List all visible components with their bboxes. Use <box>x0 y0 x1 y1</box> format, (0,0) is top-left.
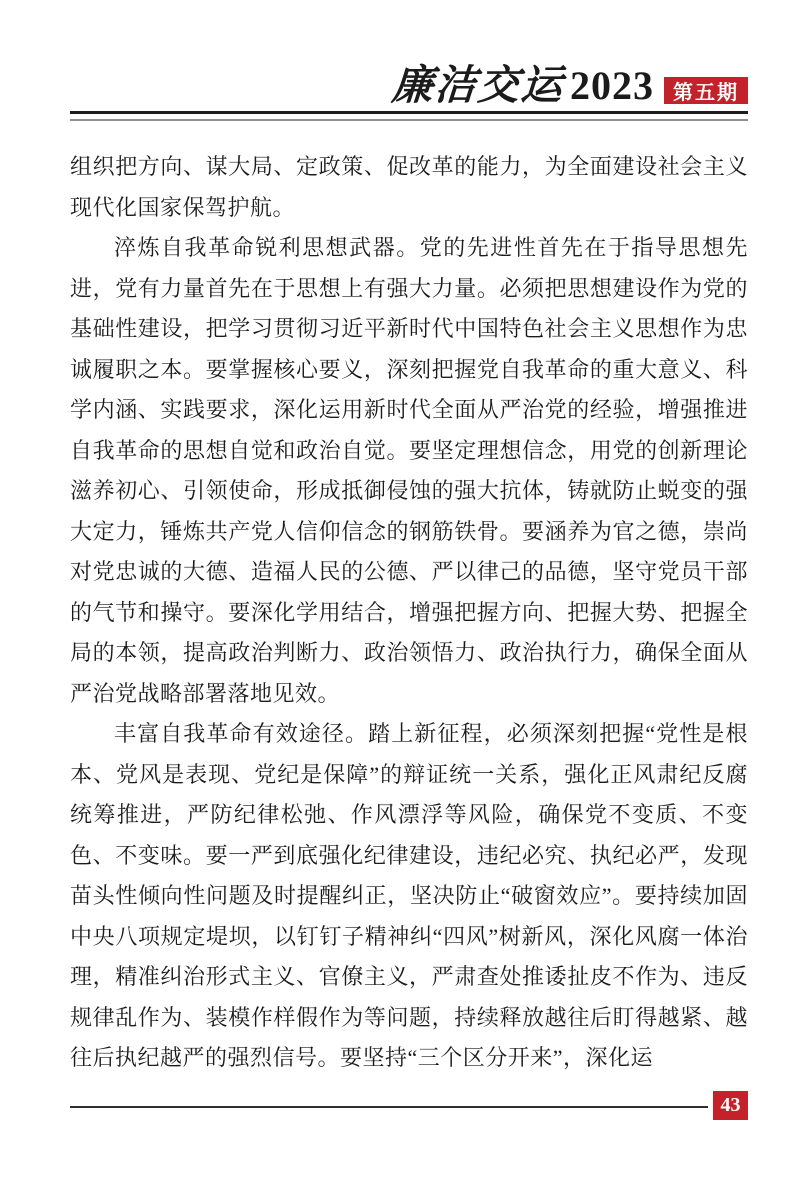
issue-badge: 第五期 <box>664 77 748 104</box>
article-body <box>0 121 800 1079</box>
paragraph: 组织把方向、谋大局、定政策、促改革的能力，为全面建设社会主义现代化国家保驾护航。 <box>70 154 748 220</box>
footer-rule <box>70 1106 708 1108</box>
masthead-year: 2023 <box>570 63 654 108</box>
masthead-row <box>70 60 748 106</box>
masthead-title: 廉洁交运 <box>390 62 566 108</box>
page-number-badge: 43 <box>713 1091 748 1120</box>
paragraph: 丰富自我革命有效途径。踏上新征程，必须深刻把握“党性是根本、党风是表现、党纪是保障”的辩证统一关系，强化正风肃纪反腐统筹推进，严防纪律松弛、作风漂浮等风险，确保党不变质、不变色、不变味。要一严到底强化纪律建设，违纪必究、执纪必严，发现苗头性倾向性问题及时提醒纠正，坚决防止“破窗效应”。要持续加固中央八项规定堤坝，以钉钉子精神纠“四风”树新风，深化风腐一体治理，精准纠治形式主义、官僚主义，严肃查处推诿扯皮不作为、违反规律乱作为、装模作样假作为等问题，持续释放越往后盯得越紧、越往后执纪越严的强烈信号。要坚持“三个区分开来”，深化运 <box>70 721 748 1070</box>
header-rule <box>70 111 748 121</box>
paragraph: 淬炼自我革命锐利思想武器。党的先进性首先在于指导思想先进，党有力量首先在于思想上有强大力量。必须把思想建设作为党的基础性建设，把学习贯彻习近平新时代中国特色社会主义思想作为忠诚履职之本。要掌握核心要义，深刻把握党自我革命的重大意义、科学内涵、实践要求，深化运用新时代全面从严治党的经验，增强推进自我革命的思想自觉和政治自觉。要坚定理想信念，用党的创新理论滋养初心、引领使命，形成抵御侵蚀的强大抗体，铸就防止蜕变的强大定力，锤炼共产党人信仰信念的钢筋铁骨。要涵养为官之德，崇尚对党忠诚的大德、造福人民的公德、严以律己的品德，坚守党员干部的气节和操守。要深化学用结合，增强把握方向、把握大势、把握全局的本领，提高政治判断力、政治领悟力、政治执行力，确保全面从严治党战略部署落地见效。 <box>70 235 748 706</box>
page-header <box>0 0 800 121</box>
